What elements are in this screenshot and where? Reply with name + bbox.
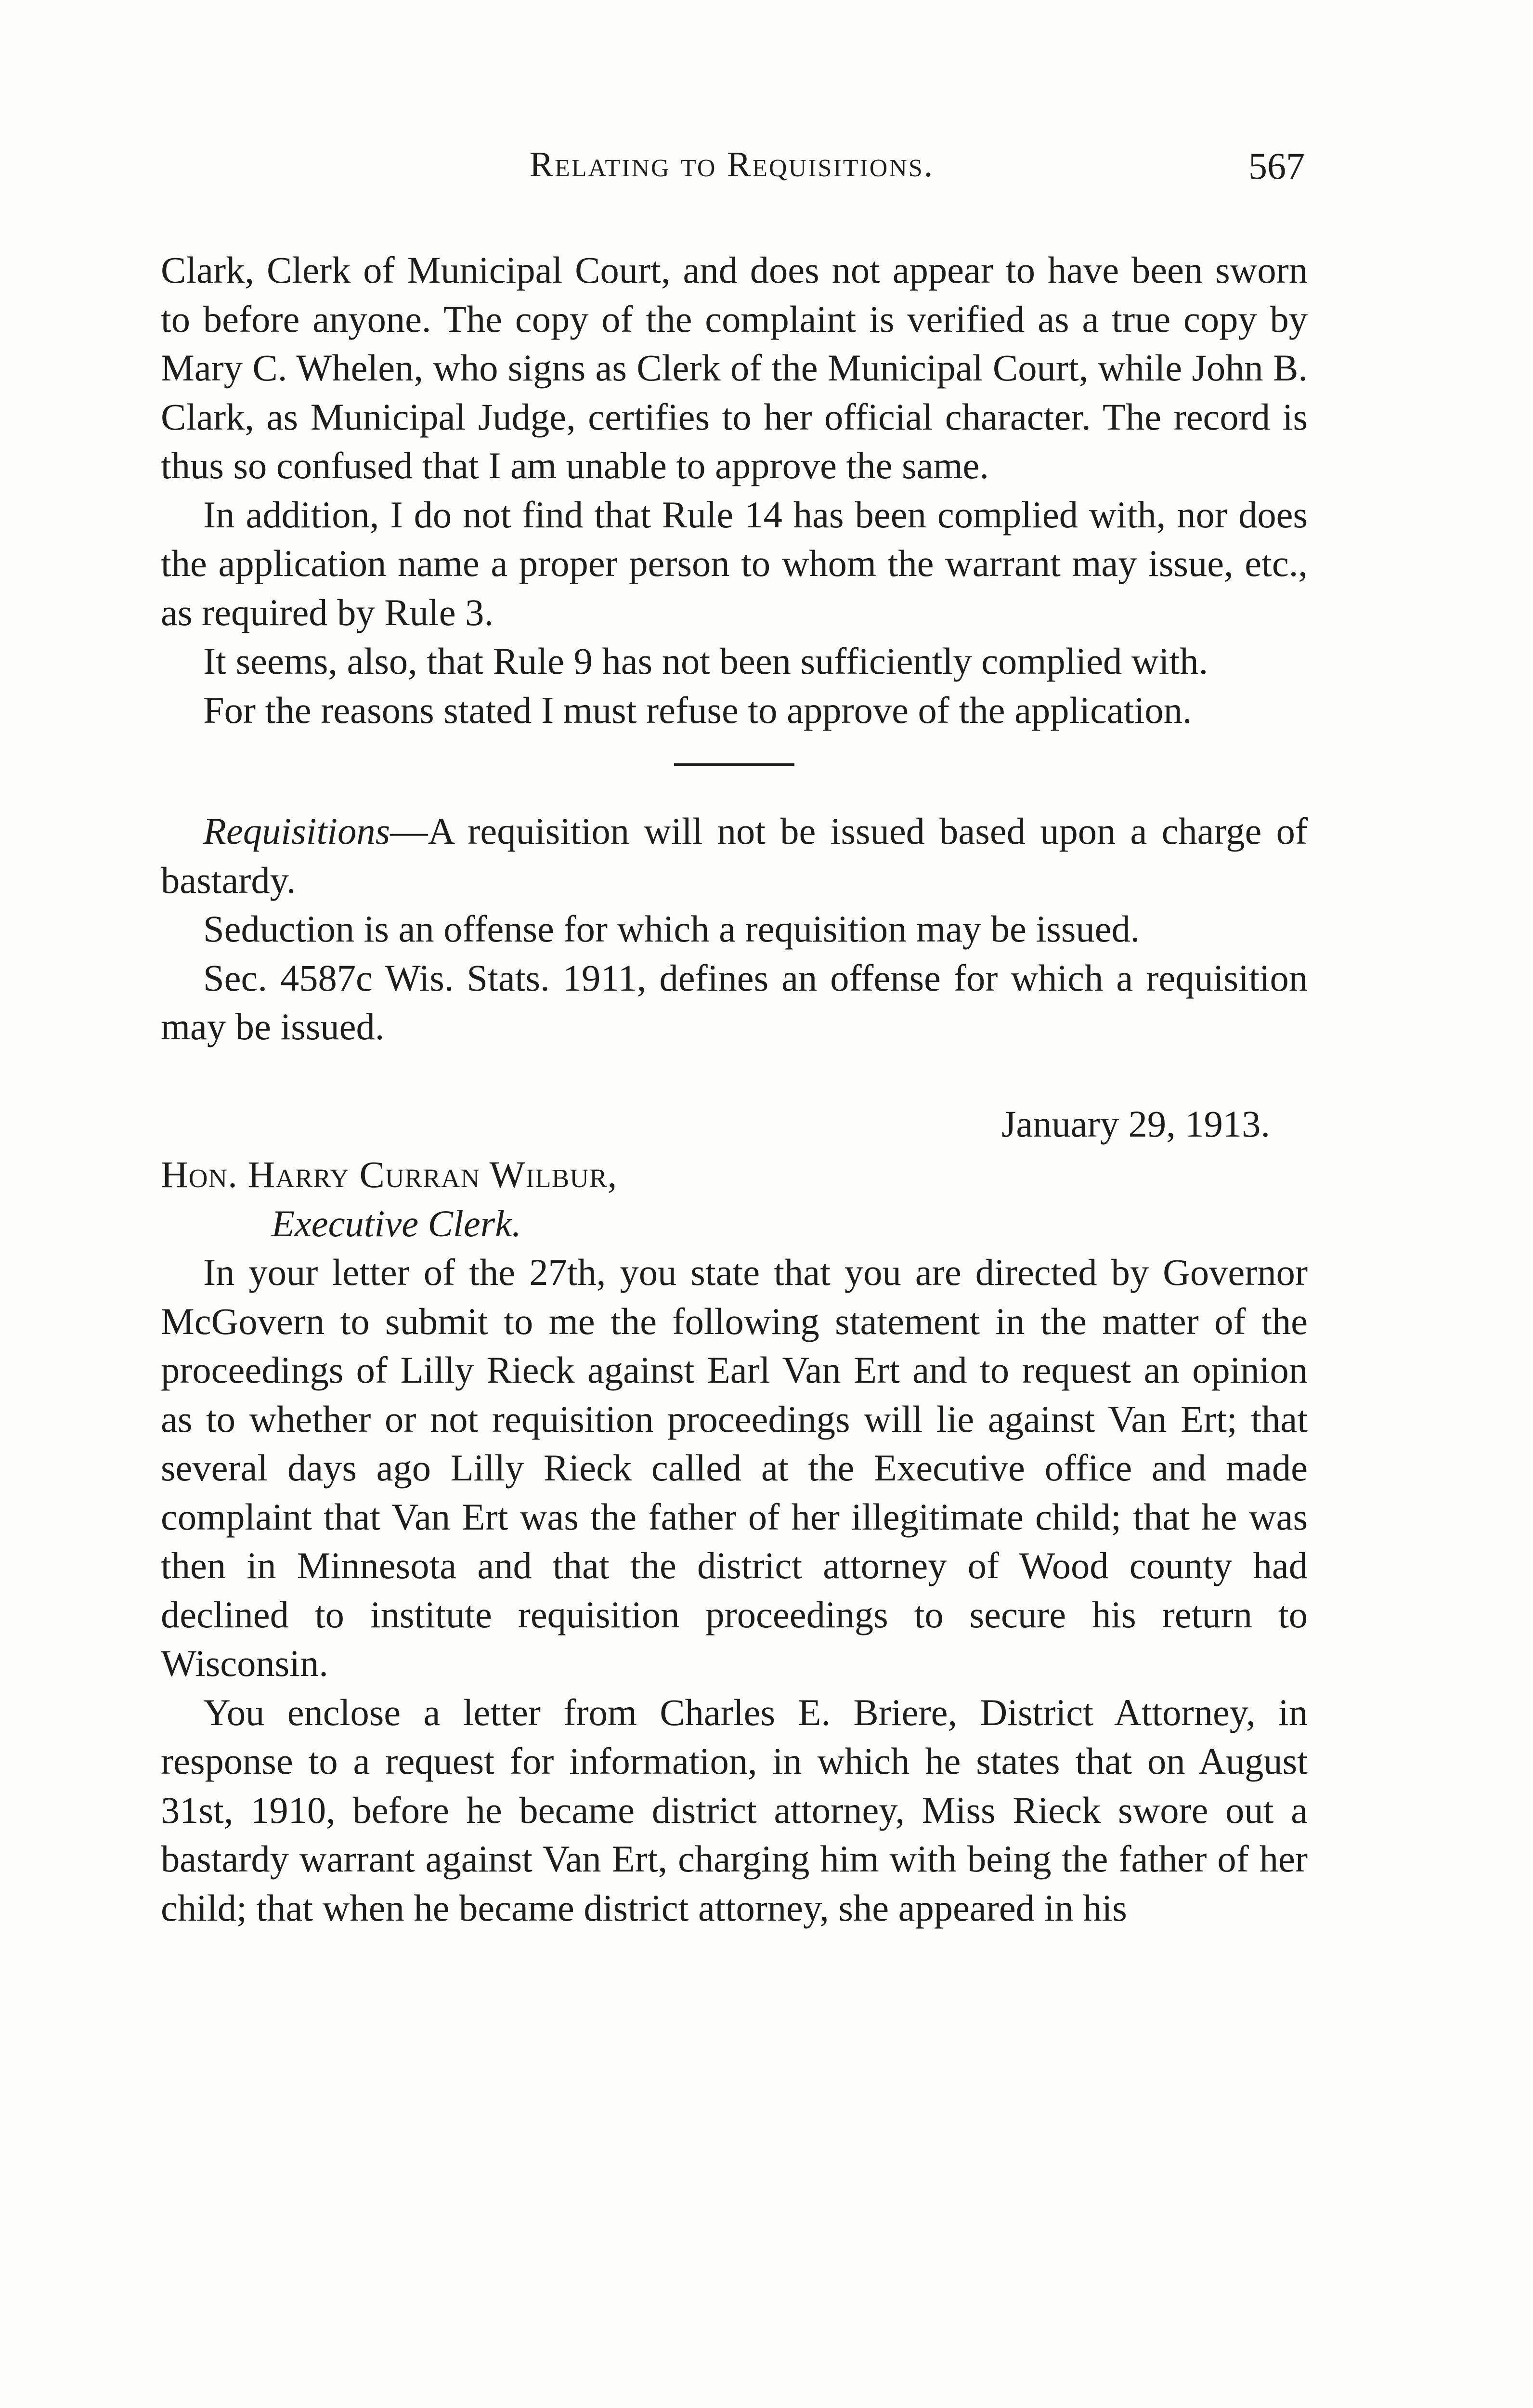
paragraph-rule-9: It seems, also, that Rule 9 has not been sufficiently complied with. — [203, 640, 1208, 682]
headnote-text: —A requisition will not be issued based upon a charge of bastardy. — [161, 810, 1308, 901]
headnote-seduction: Seduction is an offense for which a requisition may be issued. — [203, 908, 1140, 950]
letter-paragraph-1: In your letter of the 27th, you state that you are directed by Governor McGovern to submit to me the following statement in the matter of the proceedings of Lilly Rieck against Earl Van Ert and to request an opinion as to whether or not requisition proceedings will lie against Van Ert; that several days ago Lilly Rieck called at the Executive office and made complaint that Van Ert was the father of her illegitimate child; that he was then in Minnesota and that the district attorney of Wood county had declined to institute requisition proceedings to secure his return to Wisconsin. — [161, 1251, 1308, 1684]
letter-paragraph-2: You enclose a letter from Charles E. Briere, District Attorney, in response to a request for information, in which he states that on August 31st, 1910, before he became district attorney, Miss Rieck swore out a bastardy warrant against Van Ert, charging him with being the father of her child; that when he became district attorney, she appeared in his — [161, 1691, 1308, 1929]
letter-addressee-title: Executive Clerk. — [272, 1202, 521, 1244]
letter-date: January 29, 1913. — [1001, 1102, 1270, 1145]
section-divider — [674, 763, 794, 766]
headnote-statute: Sec. 4587c Wis. Stats. 1911, defines an offense for which a requisition may be issued. — [161, 956, 1308, 1047]
letter-addressee: Hon. Harry Curran Wilbur, — [161, 1153, 618, 1195]
headnote-tag: Requisitions — [203, 810, 390, 852]
page-number: 567 — [1248, 145, 1305, 187]
paragraph-rule-14: In addition, I do not find that Rule 14 has been complied with, nor does the application name a proper person to whom the warrant may issue, etc., as required by Rule 3. — [161, 493, 1308, 633]
running-title: Relating to Requisitions. — [529, 145, 935, 184]
paragraph-continued: Clark, Clerk of Municipal Court, and does not appear to have been sworn to before anyone. The copy of the complaint is verified as a true copy by Mary C. Whelen, who signs as Clerk of the Municipal Court, while John B. Clark, as Municipal Judge, certifies to her official character. The record is thus so confused that I am unable to approve the same. — [161, 249, 1308, 486]
headnote-bastardy — [161, 807, 1308, 904]
page-text — [161, 246, 1308, 1932]
running-head — [159, 144, 1305, 197]
paragraph-refusal: For the reasons stated I must refuse to approve of the application. — [203, 689, 1192, 731]
